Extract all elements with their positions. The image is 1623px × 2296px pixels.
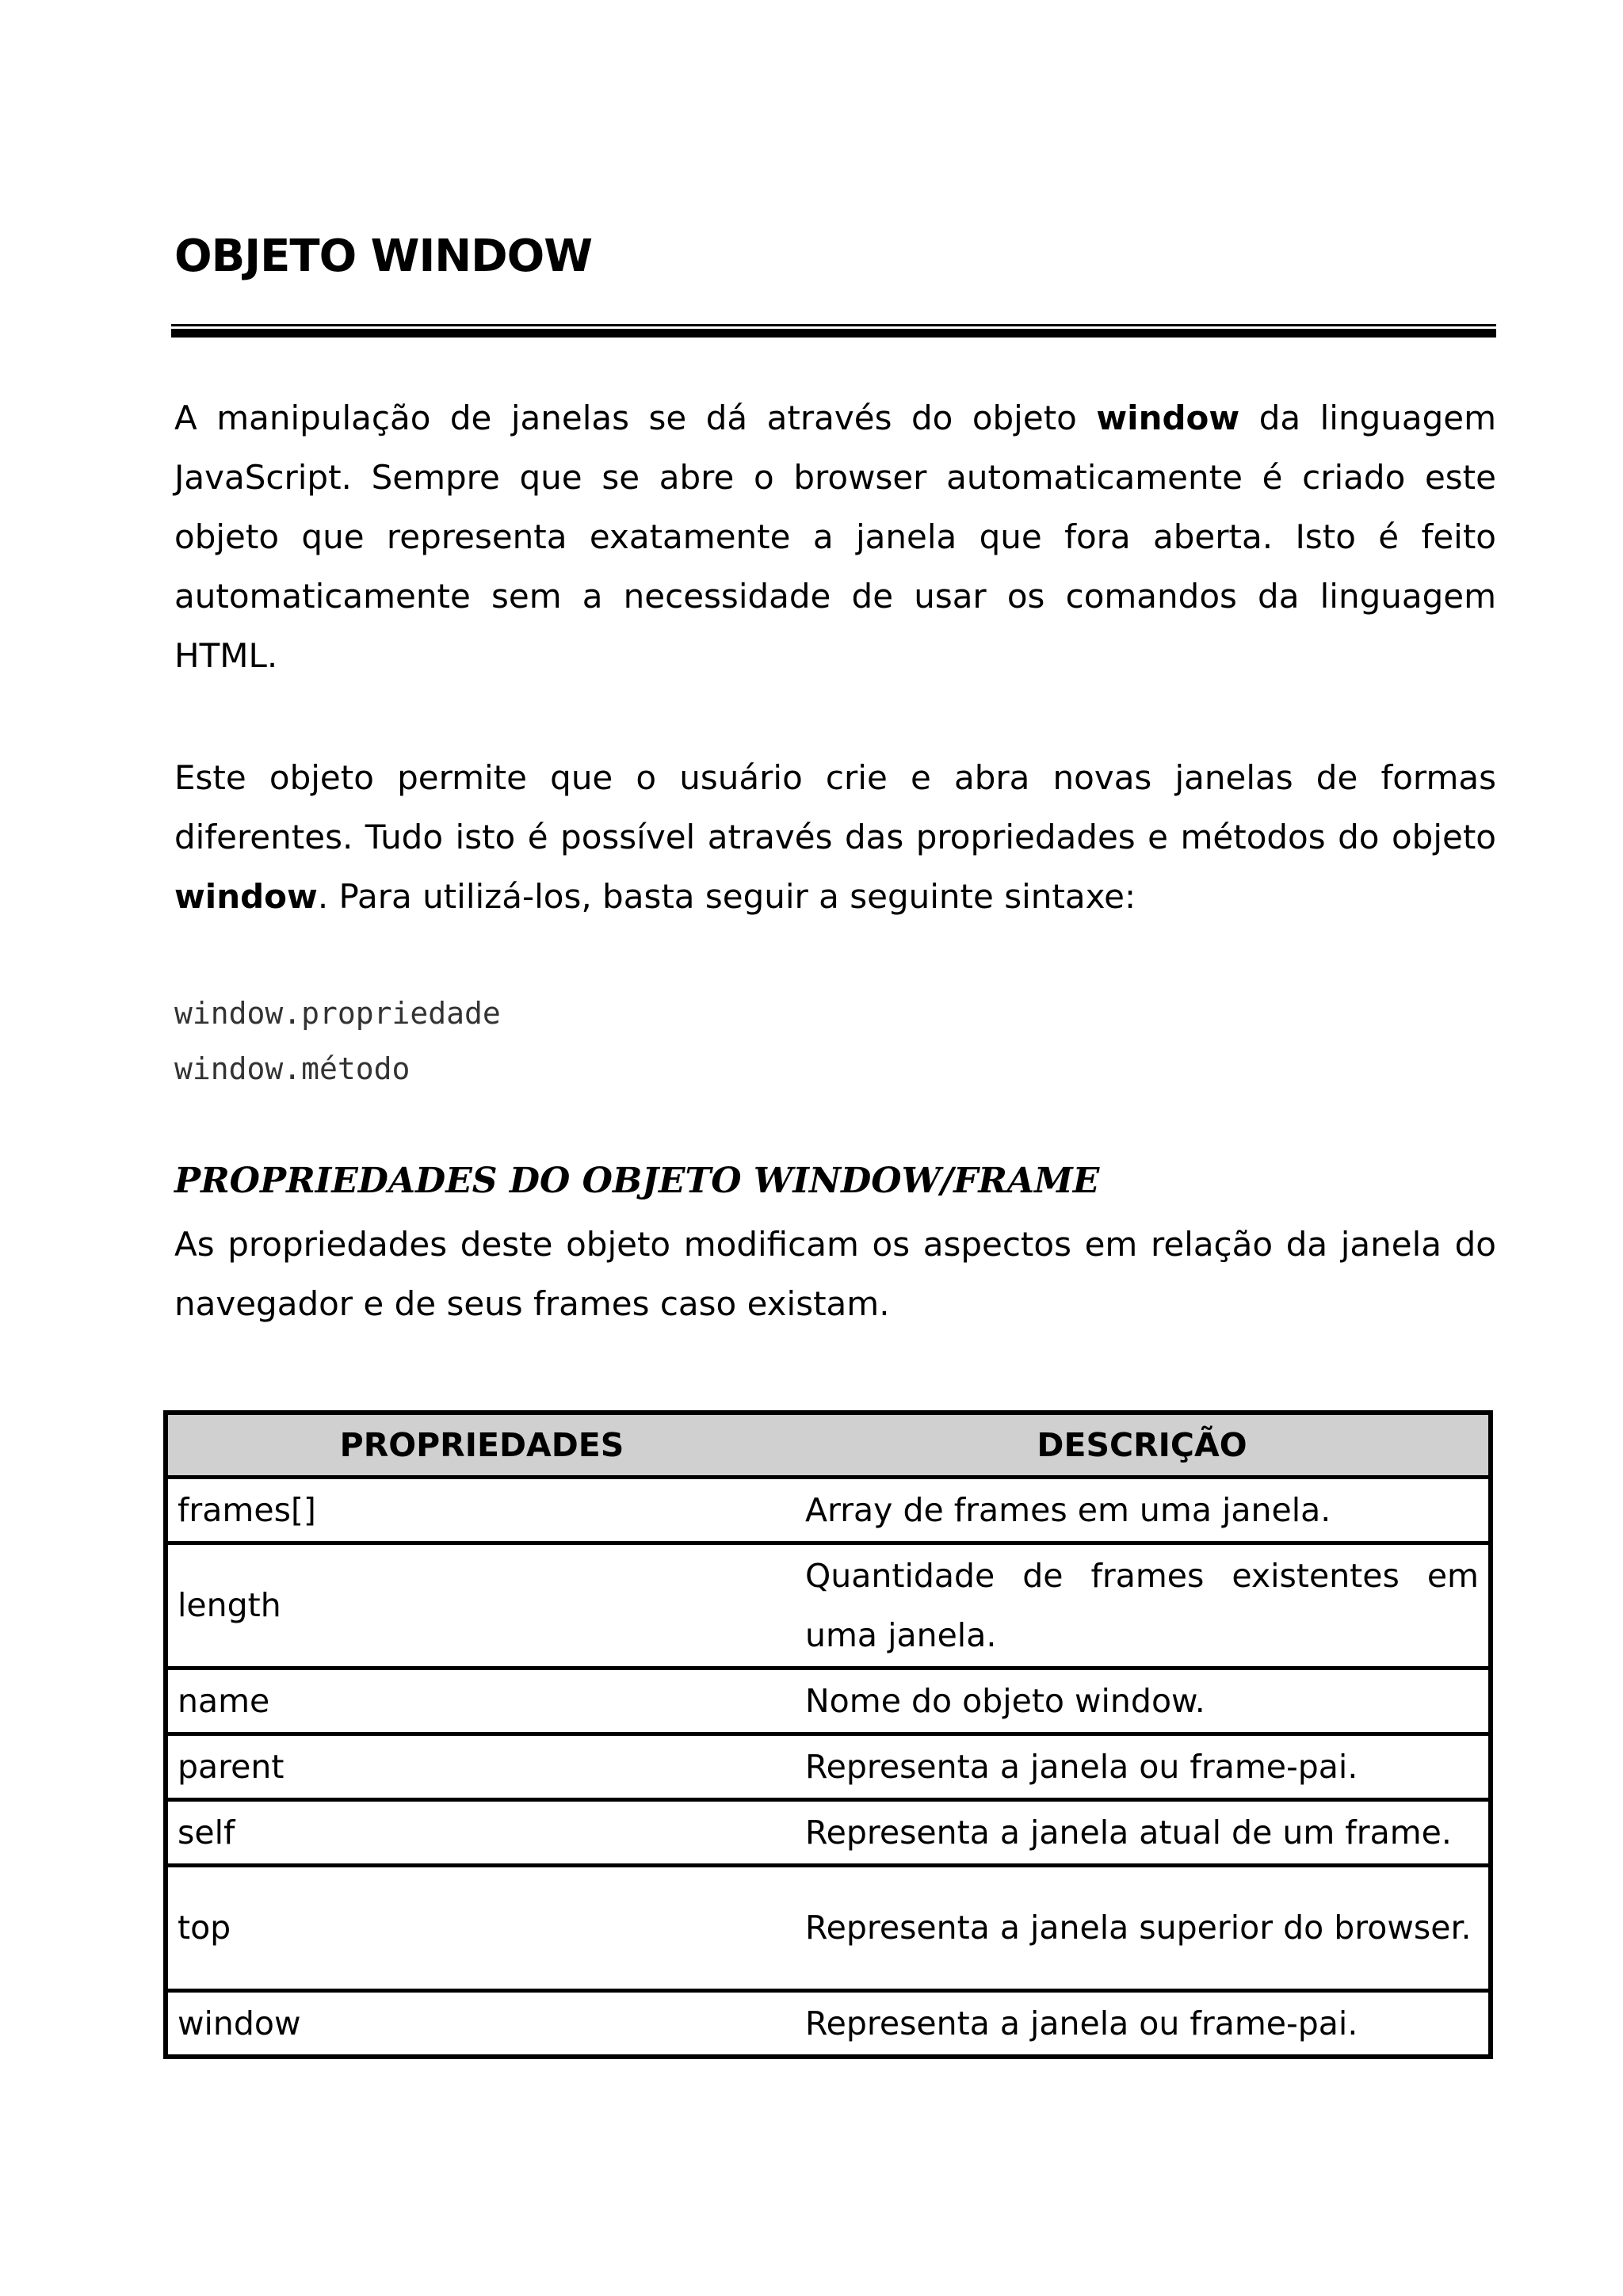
property-cell: top [166,1866,796,1991]
table-row [166,1866,1491,1991]
title-rule-thin [171,324,1496,326]
intro-p1-text-b: da linguagem JavaScript. Sempre que se abre o browser automaticamente é criado este objeto que representa exatamente a janela que fora aberta. Isto é feito automaticamente sem a necessidade de usar os comandos da linguagem HTML. [174,399,1496,675]
table-header-row [166,1413,1491,1478]
table-row [166,1991,1491,2058]
intro-p1-bold: window [1096,399,1240,437]
intro-p1-text-a: A manipulação de janelas se dá através do objeto [174,399,1097,437]
description-cell: Representa a janela superior do browser. [796,1866,1491,1991]
description-cell: Representa a janela ou frame-pai. [796,1991,1491,2058]
intro-paragraph-2 [174,748,1496,926]
syntax-line-method: window.método [174,1051,411,1086]
property-cell: window [166,1991,796,2058]
description-cell: Array de frames em uma janela. [796,1478,1491,1543]
section-paragraph: As propriedades deste objeto modificam os aspectos em relação da janela do navegador e de seus frames caso existam. [174,1225,1496,1323]
intro-paragraph-1 [174,388,1496,685]
property-cell: self [166,1800,796,1866]
table-row [166,1478,1491,1543]
header-properties: PROPRIEDADES [166,1413,796,1478]
table-row [166,1800,1491,1866]
property-cell: name [166,1669,796,1734]
intro-p2-bold: window [174,877,318,916]
description-cell: Quantidade de frames existentes em uma janela. [796,1543,1491,1669]
description-cell: Representa a janela atual de um frame. [796,1800,1491,1866]
property-cell: length [166,1543,796,1669]
header-description: DESCRIÇÃO [796,1413,1491,1478]
properties-table [163,1410,1493,2059]
table-row [166,1543,1491,1669]
title-rule-thick [171,329,1496,338]
table-row [166,1734,1491,1800]
syntax-line-property: window.propriedade [174,996,501,1031]
intro-p2-text-b: . Para utilizá-los, basta seguir a seguinte sintaxe: [317,877,1136,916]
page-title: OBJETO WINDOW [174,231,593,282]
description-cell: Nome do objeto window. [796,1669,1491,1734]
description-cell: Representa a janela ou frame-pai. [796,1734,1491,1800]
table-row [166,1669,1491,1734]
intro-p2-text-a: Este objeto permite que o usuário crie e abra novas janelas de formas diferentes. Tudo isto é possível através das propriedades e métodos do objeto [174,758,1496,856]
property-cell: frames[] [166,1478,796,1543]
property-cell: parent [166,1734,796,1800]
section-title: PROPRIEDADES DO OBJETO WINDOW/FRAME [174,1161,1100,1201]
